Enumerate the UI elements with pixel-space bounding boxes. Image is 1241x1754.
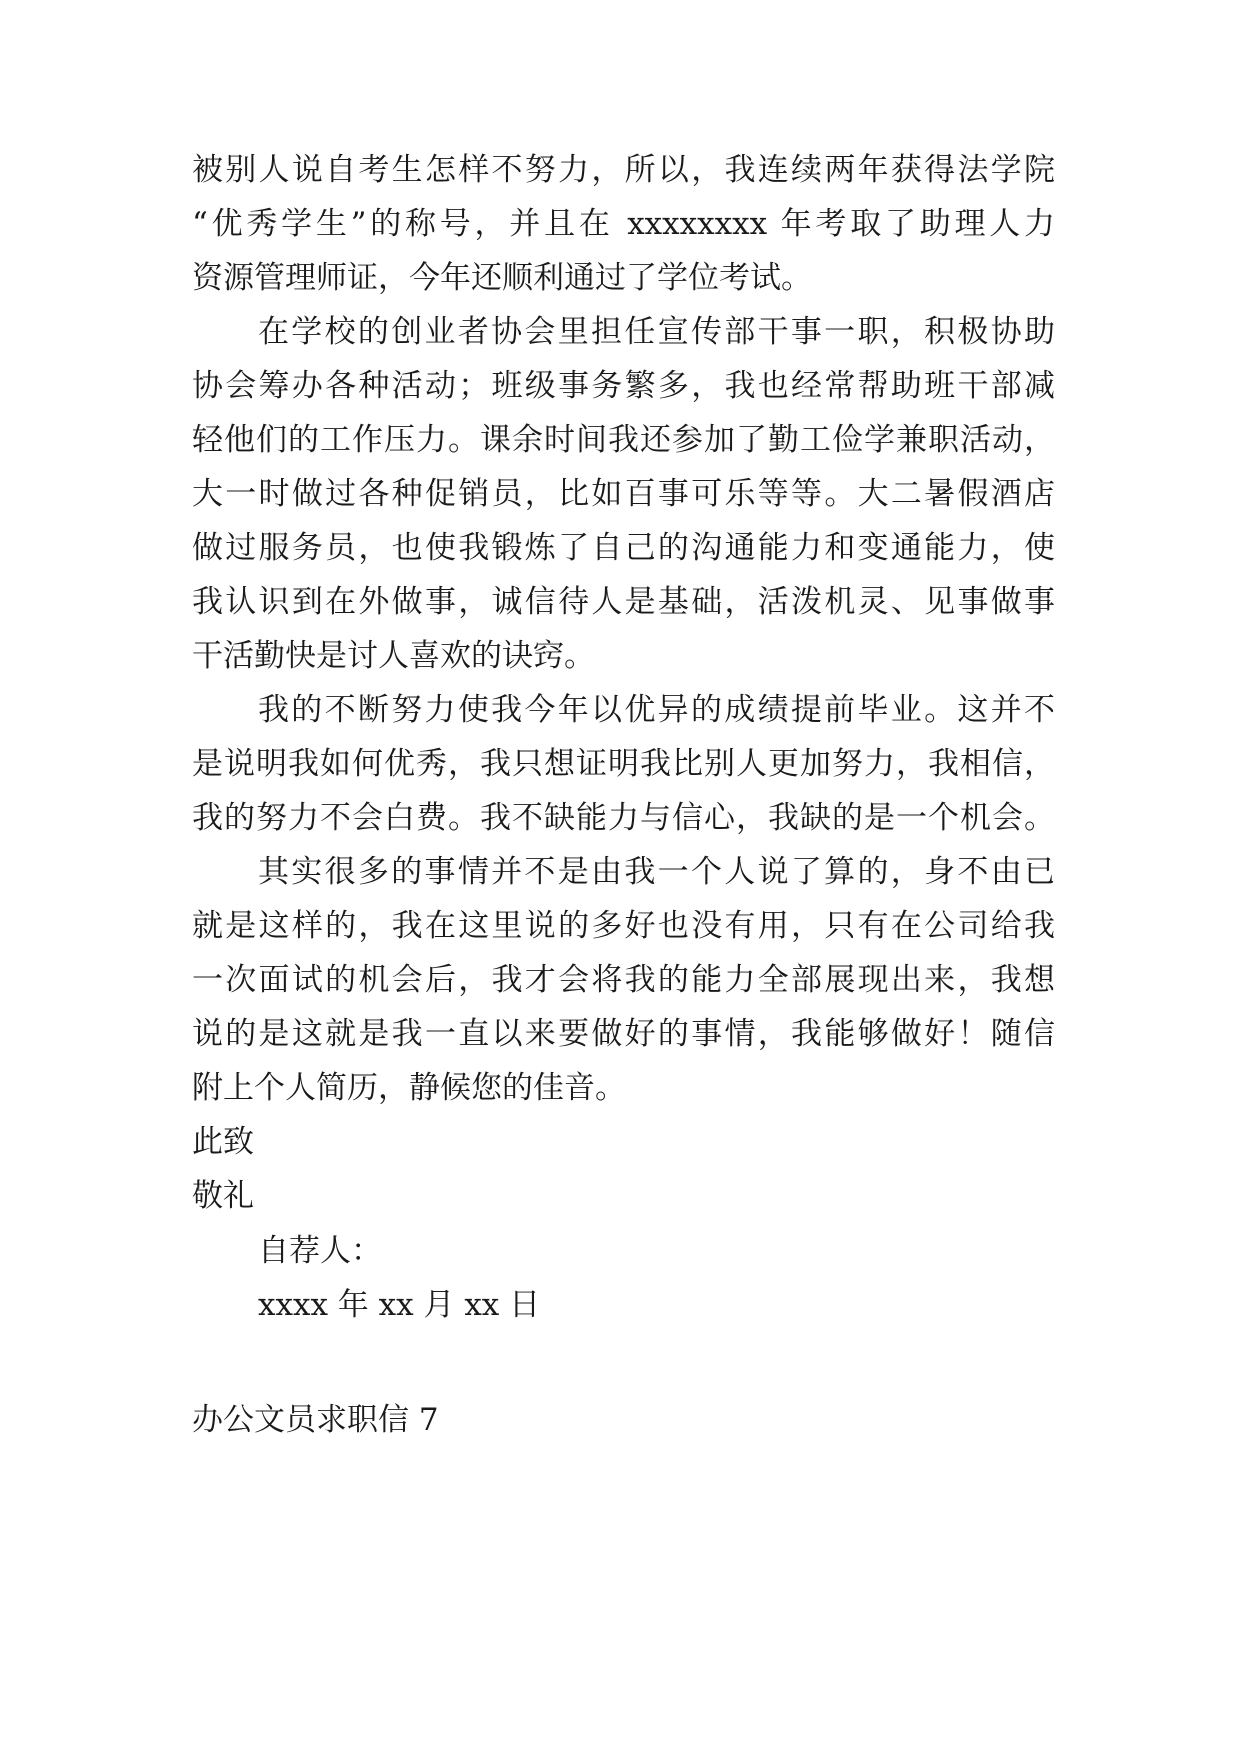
paragraph-2-line-2: 协会筹办各种活动；班级事务繁多，我也经常帮助班干部减 <box>192 368 1055 404</box>
paragraph-4-line-5: 附上个人简历，静候您的佳音。 <box>192 1070 626 1106</box>
paragraph-2-line-5: 做过服务员，也使我锻炼了自己的沟通能力和变通能力，使 <box>192 530 1055 566</box>
paragraph-2-line-7: 干活勤快是讨人喜欢的诀窍。 <box>192 638 595 674</box>
paragraph-2-line-3: 轻他们的工作压力。课余时间我还参加了勤工俭学兼职活动， <box>192 422 1055 458</box>
closing-jing-li: 敬礼 <box>192 1178 254 1214</box>
next-section-heading: 办公文员求职信 7 <box>192 1402 439 1438</box>
paragraph-3-line-3: 我的努力不会白费。我不缺能力与信心，我缺的是一个机会。 <box>192 800 1055 836</box>
paragraph-3-line-2: 是说明我如何优秀，我只想证明我比别人更加努力，我相信， <box>192 746 1055 782</box>
paragraph-4-line-4: 说的是这就是我一直以来要做好的事情，我能够做好！随信 <box>192 1016 1055 1052</box>
paragraph-2-line-6: 我认识到在外做事，诚信待人是基础，活泼机灵、见事做事 <box>192 584 1055 620</box>
paragraph-1-line-1: 被别人说自考生怎样不努力，所以，我连续两年获得法学院 <box>192 152 1055 188</box>
signature-label: 自荐人： <box>258 1233 382 1269</box>
paragraph-4-line-2: 就是这样的，我在这里说的多好也没有用，只有在公司给我 <box>192 908 1055 944</box>
paragraph-3-line-1: 我的不断努力使我今年以优异的成绩提前毕业。这并不 <box>258 692 1055 728</box>
paragraph-2-line-1: 在学校的创业者协会里担任宣传部干事一职，积极协助 <box>258 314 1055 350</box>
paragraph-2-line-4: 大一时做过各种促销员，比如百事可乐等等。大二暑假酒店 <box>192 476 1055 512</box>
paragraph-4-line-3: 一次面试的机会后，我才会将我的能力全部展现出来，我想 <box>192 962 1055 998</box>
paragraph-1-line-3: 资源管理师证，今年还顺利通过了学位考试。 <box>192 260 812 296</box>
paragraph-4-line-1: 其实很多的事情并不是由我一个人说了算的，身不由已 <box>258 854 1055 890</box>
paragraph-1-line-2: “优秀学生”的称号，并且在 xxxxxxxx 年考取了助理人力 <box>192 206 1055 242</box>
letter-date: xxxx 年 xx 月 xx 日 <box>258 1287 541 1323</box>
closing-ci-zhi: 此致 <box>192 1124 254 1160</box>
